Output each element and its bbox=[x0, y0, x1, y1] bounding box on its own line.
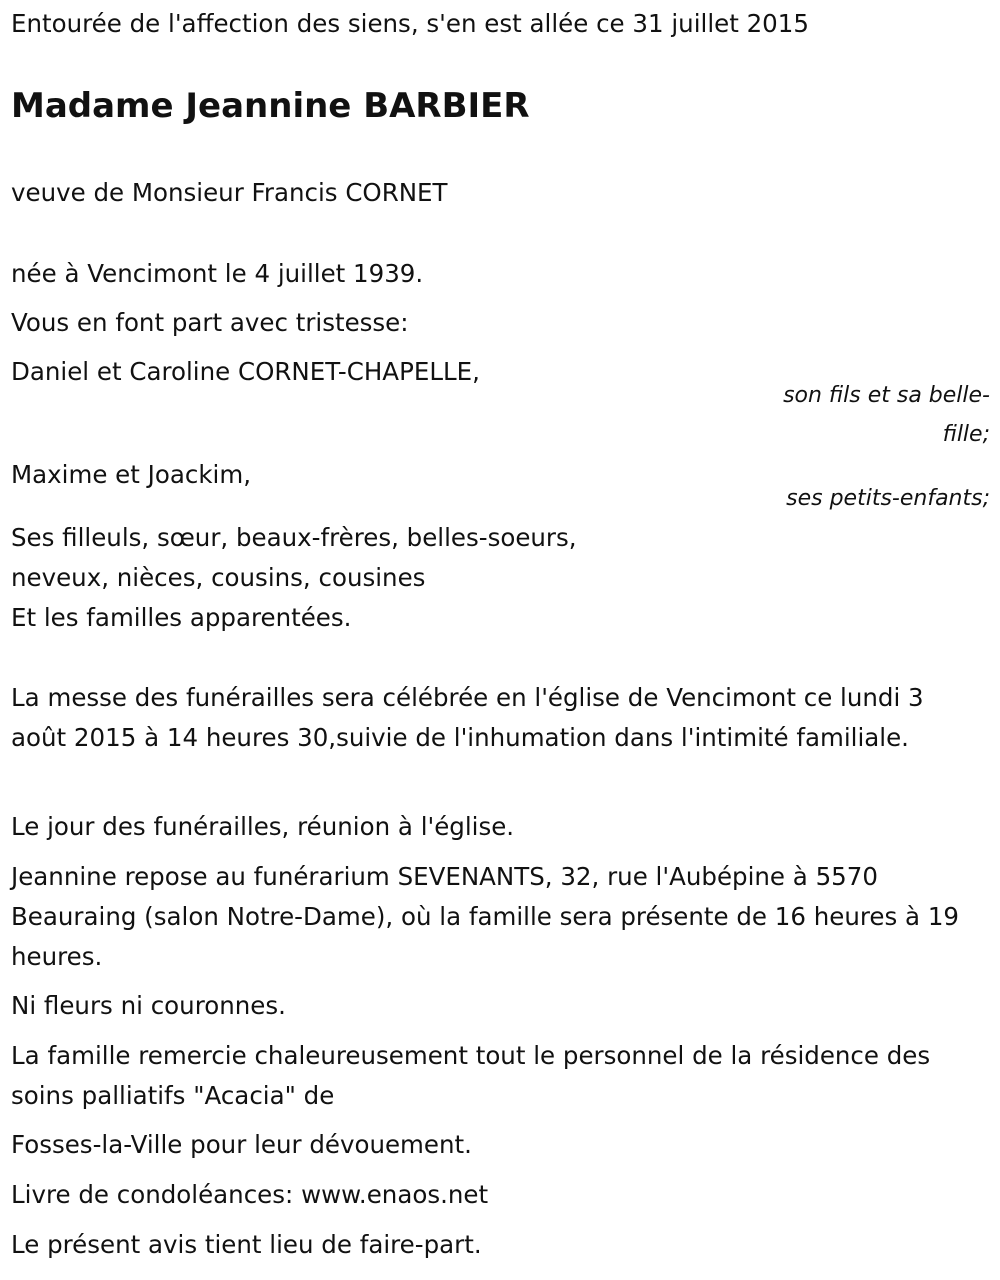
family-relation-grandchildren: ses petits-enfants; bbox=[786, 486, 990, 511]
condolences-line: Livre de condoléances: www.enaos.net bbox=[11, 1180, 489, 1209]
meeting-line: Le jour des funérailles, réunion à l'église. bbox=[11, 812, 515, 841]
intro-line: Entourée de l'affection des siens, s'en est allée ce 31 juillet 2015 bbox=[11, 9, 809, 38]
mass-paragraph: La messe des funérailles sera célébrée en l'église de Vencimont ce lundi 3 août 2015 à 14 heures 30,suivie de l'inhumation dans l'intimité familiale. bbox=[11, 683, 924, 752]
deceased-name: Madame Jeannine BARBIER bbox=[11, 86, 530, 126]
rest-paragraph: Jeannine repose au funérarium SEVENANTS, 32, rue l'Aubépine à 5570 Beauraing (salon Notre-Dame), où la famille sera présente de 16 heures à 19 heures. bbox=[11, 862, 959, 971]
others-line-2: neveux, nièces, cousins, cousines bbox=[11, 563, 426, 592]
family-relation-son-cont: fille; bbox=[942, 422, 990, 447]
closing-line: Le présent avis tient lieu de faire-part. bbox=[11, 1230, 482, 1259]
announce-line: Vous en font part avec tristesse: bbox=[11, 308, 409, 337]
others-line-3: Et les familles apparentées. bbox=[11, 603, 352, 632]
family-names-grandchildren: Maxime et Joackim, bbox=[11, 460, 251, 489]
widow-of-line: veuve de Monsieur Francis CORNET bbox=[11, 178, 448, 207]
family-relation-son: son fils et sa belle- bbox=[783, 383, 990, 408]
birth-line: née à Vencimont le 4 juillet 1939. bbox=[11, 259, 424, 288]
flowers-line: Ni fleurs ni couronnes. bbox=[11, 991, 286, 1020]
thanks-paragraph: La famille remercie chaleureusement tout le personnel de la résidence des soins palliatifs "Acacia" de bbox=[11, 1041, 931, 1110]
family-names-son: Daniel et Caroline CORNET-CHAPELLE, bbox=[11, 357, 480, 386]
others-line-1: Ses filleuls, sœur, beaux-frères, belles-soeurs, bbox=[11, 523, 577, 552]
thanks-continued-line: Fosses-la-Ville pour leur dévouement. bbox=[11, 1130, 472, 1159]
